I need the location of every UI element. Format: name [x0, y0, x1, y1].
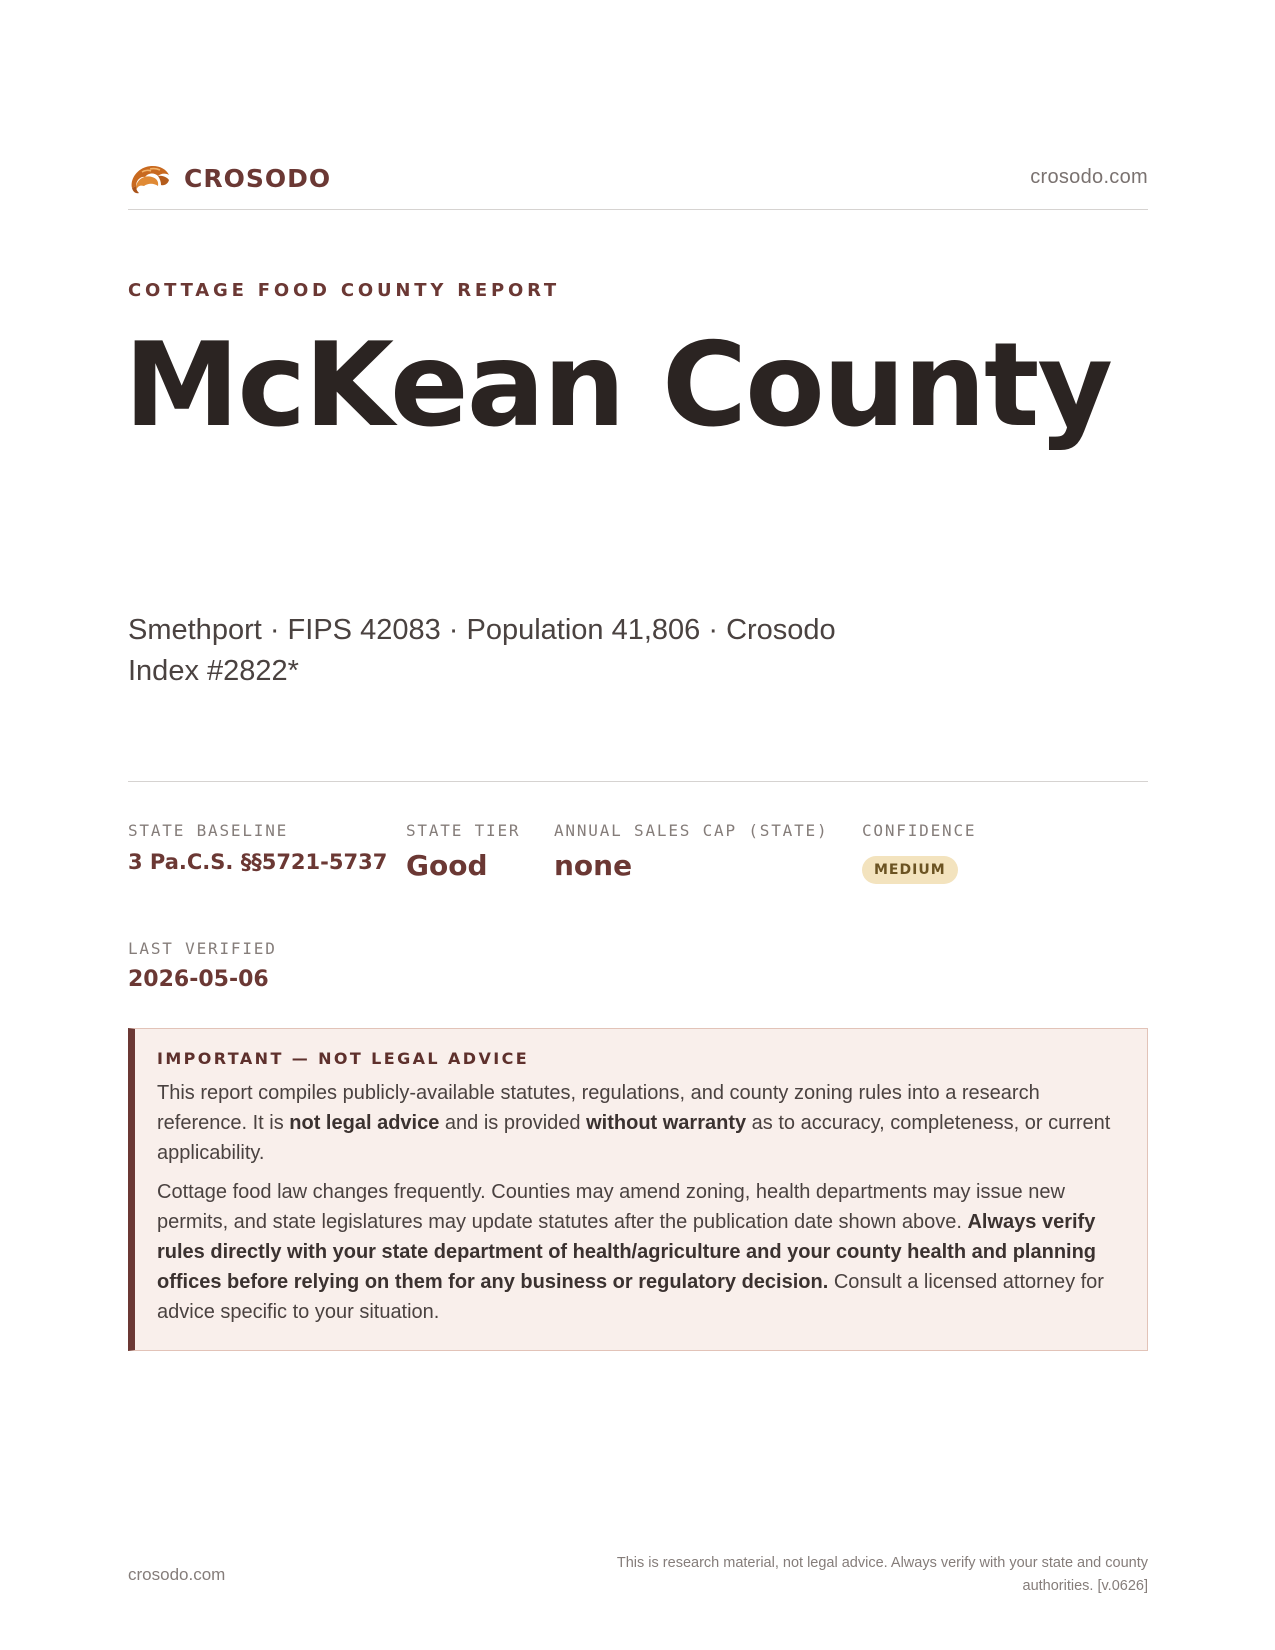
- state-tier-label: STATE TIER: [406, 821, 521, 840]
- notice-emphasis: without warranty: [586, 1112, 747, 1134]
- report-eyebrow: COTTAGE FOOD COUNTY REPORT: [128, 280, 561, 301]
- state-baseline-label: STATE BASELINE: [128, 821, 289, 840]
- notice-paragraph-2: [157, 1177, 1121, 1327]
- brand[interactable]: [128, 158, 331, 198]
- footer-site-url[interactable]: crosodo.com: [128, 1565, 226, 1584]
- notice-paragraph-1: [157, 1078, 1121, 1168]
- last-verified-label: LAST VERIFIED: [128, 939, 277, 958]
- state-baseline-value: 3 Pa.C.S. §§5721-5737: [128, 850, 388, 874]
- county-subtitle: Smethport · FIPS 42083 · Population 41,806 · Crosodo Index #2822*: [128, 614, 836, 687]
- confidence-label: CONFIDENCE: [862, 821, 977, 840]
- notice-emphasis: not legal advice: [289, 1112, 440, 1134]
- footer-disclaimer: This is research material, not legal advice. Always verify with your state and county authorities. [v.0626]: [616, 1555, 1148, 1594]
- annual-sales-cap-label: ANNUAL SALES CAP (STATE): [554, 821, 829, 840]
- brand-name: CROSODO: [184, 163, 332, 193]
- notice-text: and is provided: [439, 1112, 587, 1134]
- state-tier-value: Good: [406, 849, 488, 882]
- confidence-badge: MEDIUM: [862, 856, 958, 884]
- notice-text: Cottage food law changes frequently. Counties may amend zoning, health departments may issue new permits, and state legislatures may update statutes after the publication date shown above.: [157, 1181, 1065, 1233]
- annual-sales-cap-value: none: [554, 849, 633, 882]
- section-divider: [128, 781, 1148, 782]
- notice-text: This report compiles publicly-available statutes, regulations, and county zoning rules into a research reference. It is: [157, 1082, 1040, 1134]
- notice-emphasis: Always verify rules directly with your state department of health/agriculture and your county health and planning offices before relying on them for any business or regulatory decision.: [157, 1211, 1097, 1293]
- croissant-icon: [128, 158, 172, 198]
- legal-notice: [128, 1028, 1148, 1351]
- notice-text: as to accuracy, completeness, or current applicability.: [157, 1112, 1111, 1164]
- page-header: [128, 158, 1148, 210]
- header-site-url[interactable]: crosodo.com: [1030, 166, 1148, 188]
- last-verified-value: 2026-05-06: [128, 967, 269, 992]
- notice-title: IMPORTANT — NOT LEGAL ADVICE: [157, 1049, 530, 1068]
- notice-text: Consult a licensed attorney for advice specific to your situation.: [157, 1271, 1104, 1323]
- page-title: McKean County: [124, 318, 1112, 453]
- report-page: [124, 0, 1148, 1650]
